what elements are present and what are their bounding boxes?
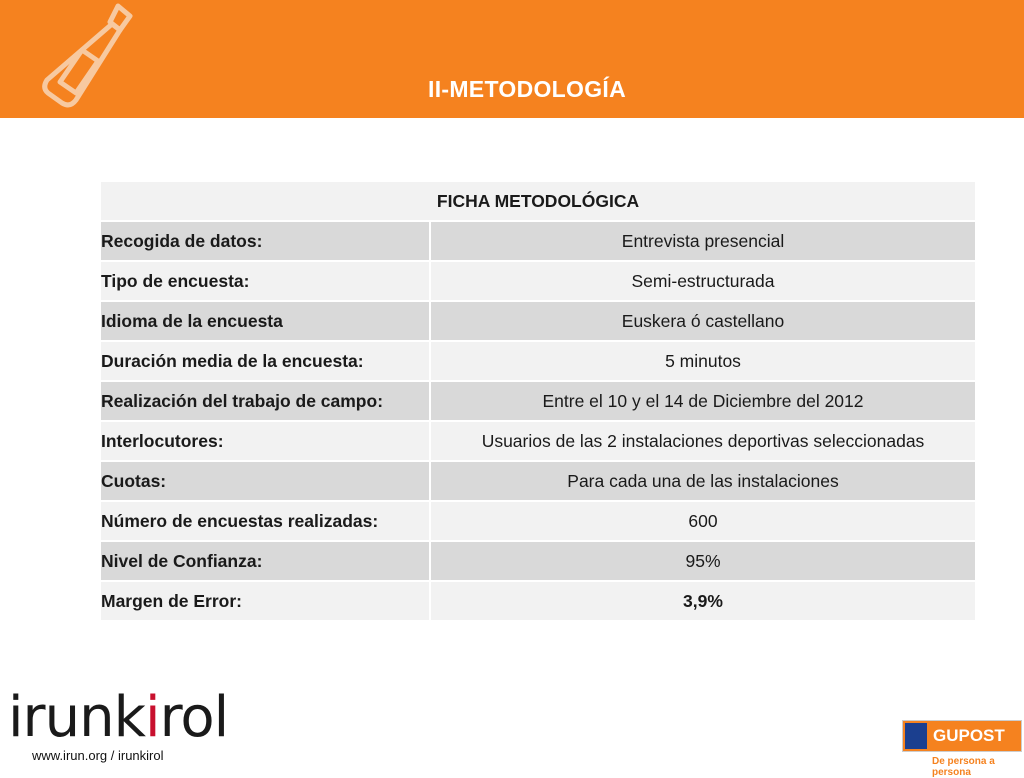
row-value: Euskera ó castellano [430, 301, 976, 341]
row-label: Idioma de la encuesta [100, 301, 430, 341]
methodology-table [100, 181, 976, 621]
header-bar [0, 0, 1024, 118]
row-value: Entrevista presencial [430, 221, 976, 261]
row-value: 600 [430, 501, 976, 541]
table-row [100, 541, 976, 581]
gupost-mark-icon [905, 723, 927, 749]
row-value: Usuarios de las 2 instalaciones deportivas seleccionadas [430, 421, 976, 461]
row-label: Nivel de Confianza: [100, 541, 430, 581]
partner-name: GUPOST [933, 726, 1005, 745]
row-label: Cuotas: [100, 461, 430, 501]
table-heading: FICHA METODOLÓGICA [100, 181, 976, 221]
row-label: Tipo de encuesta: [100, 261, 430, 301]
table-row [100, 461, 976, 501]
table-row [100, 301, 976, 341]
table-row [100, 501, 976, 541]
logo-text-start: irunk [8, 685, 145, 750]
table-row [100, 421, 976, 461]
row-value: 95% [430, 541, 976, 581]
logo-text-accent: i [145, 685, 160, 750]
page-title: II-METODOLOGÍA [428, 76, 626, 102]
row-label: Realización del trabajo de campo: [100, 381, 430, 421]
row-label: Interlocutores: [100, 421, 430, 461]
footer-url: www.irun.org / irunkirol [32, 748, 164, 763]
table-row [100, 381, 976, 421]
row-value: 5 minutos [430, 341, 976, 381]
irunkirol-logo [8, 685, 229, 750]
logo-text-end: rol [159, 685, 229, 750]
table-row [100, 261, 976, 301]
row-label: Número de encuestas realizadas: [100, 501, 430, 541]
row-value: 3,9% [430, 581, 976, 621]
row-value: Semi-estructurada [430, 261, 976, 301]
row-label: Duración media de la encuesta: [100, 341, 430, 381]
row-value: Para cada una de las instalaciones [430, 461, 976, 501]
gupost-logo [902, 720, 1022, 778]
row-label: Recogida de datos: [100, 221, 430, 261]
table-row [100, 341, 976, 381]
row-label: Margen de Error: [100, 581, 430, 621]
row-value: Entre el 10 y el 14 de Diciembre del 2012 [430, 381, 976, 421]
table-row [100, 221, 976, 261]
table-row [100, 581, 976, 621]
partner-slogan: De persona a persona [932, 756, 995, 778]
